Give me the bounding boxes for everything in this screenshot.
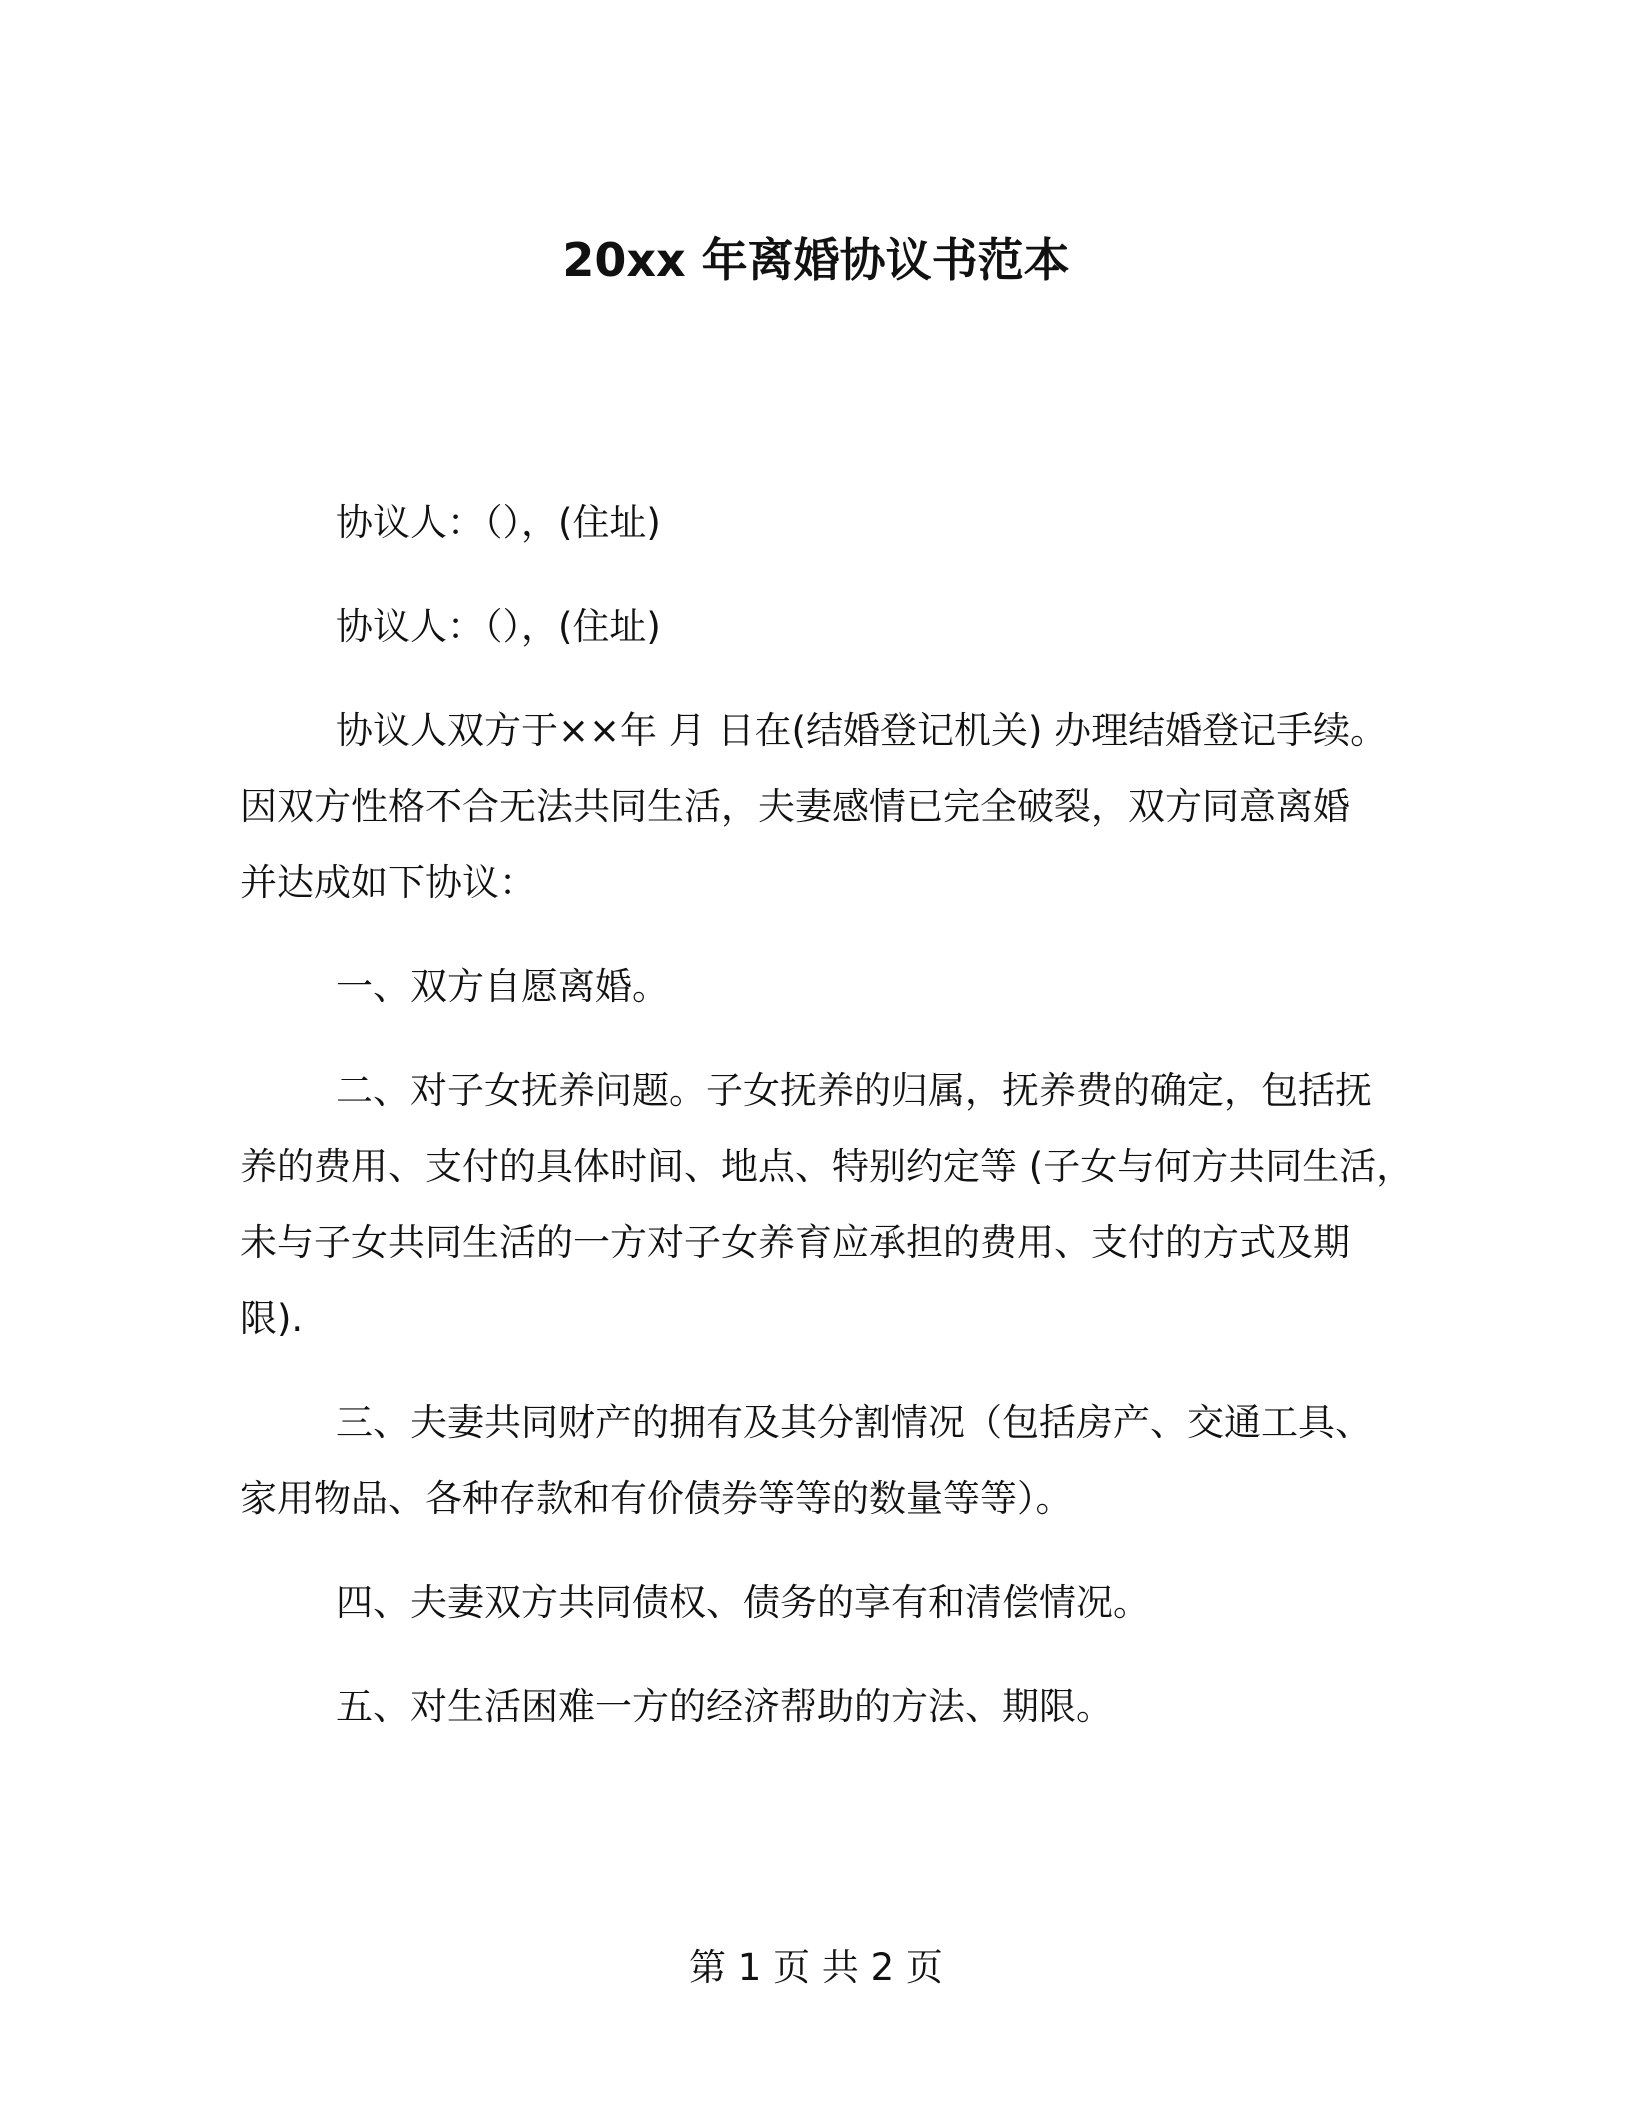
intro-line-3: 并达成如下协议：	[240, 861, 536, 904]
party-2-line: 协议人：（），(住址)	[336, 605, 661, 648]
clause-5: 五、对生活困难一方的经济帮助的方法、期限。	[336, 1685, 1113, 1728]
clause-3-line-2: 家用物品、各种存款和有价债券等等的数量等等）。	[240, 1477, 1073, 1520]
clause-1: 一、双方自愿离婚。	[336, 965, 669, 1008]
page-footer: 第 1 页 共 2 页	[689, 1946, 943, 1989]
clause-2-line-1: 二、对子女抚养问题。子女抚养的归属，抚养费的确定，包括抚	[336, 1069, 1372, 1112]
clause-4: 四、夫妻双方共同债权、债务的享有和清偿情况。	[336, 1581, 1150, 1624]
document-title: 20xx 年离婚协议书范本	[562, 233, 1070, 287]
clause-2-line-4: 限).	[240, 1297, 304, 1340]
clause-2-line-2: 养的费用、支付的具体时间、地点、特别约定等 (子女与何方共同生活，	[240, 1145, 1414, 1188]
intro-line-1: 协议人双方于××年 月 日在(结婚登记机关) 办理结婚登记手续。	[336, 709, 1388, 752]
party-1-line: 协议人：（），(住址)	[336, 501, 661, 544]
intro-line-2: 因双方性格不合无法共同生活，夫妻感情已完全破裂，双方同意离婚	[240, 785, 1350, 828]
clause-2-line-3: 未与子女共同生活的一方对子女养育应承担的费用、支付的方式及期	[240, 1221, 1350, 1264]
clause-3-line-1: 三、夫妻共同财产的拥有及其分割情况（包括房产、交通工具、	[336, 1401, 1372, 1444]
